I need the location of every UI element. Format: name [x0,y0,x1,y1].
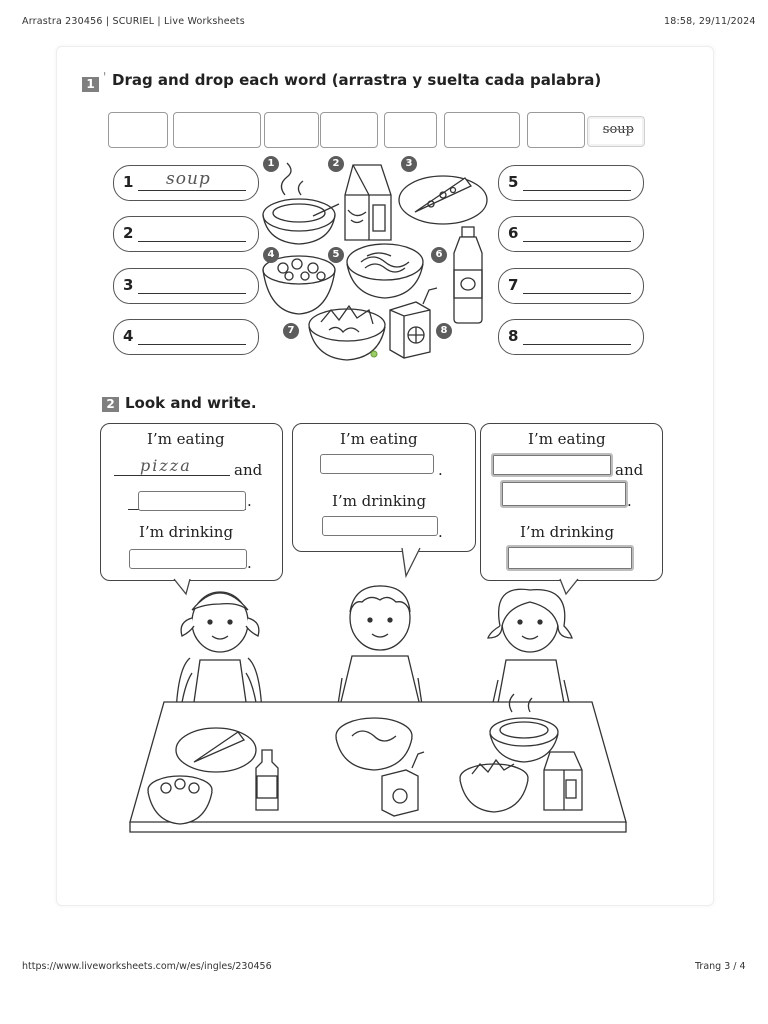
period: . [627,492,632,510]
answer-line [138,293,246,294]
timestamp: 18:58, 29/11/2024 [664,16,756,27]
answer-line [523,241,631,242]
answer-pill-2[interactable] [113,216,259,252]
badge-1: 1 [263,156,279,172]
bubble-3-food-input-1[interactable] [491,453,613,477]
bubble-2-eating-label: I’m eating [340,430,418,448]
exercise-1-tick: ' [103,70,107,84]
table-pizza-icon [176,728,256,772]
bubble-2-food-input[interactable] [320,454,434,474]
answer-line [114,475,230,476]
answer-line [138,190,246,191]
soda-bottle-icon [454,227,482,323]
boy-icon [336,586,424,718]
answer-pill-7[interactable] [498,268,644,304]
bubble-3-food-input-2[interactable] [500,480,628,508]
bubble-2-drinking-label: I’m drinking [332,492,427,510]
page-url[interactable]: https://www.liveworksheets.com/w/es/ingles/230456 [22,961,272,972]
pill-number: 7 [508,276,519,294]
table-milk-icon [544,752,582,810]
word-bank-slot[interactable] [527,112,585,148]
badge-3: 3 [401,156,417,172]
girl-1-icon [176,592,262,716]
children-table-illustration [120,560,640,840]
answer-pill-5[interactable] [498,165,644,201]
exercise-2-title: Look and write. [125,394,257,412]
pill-number: 3 [123,276,134,294]
drag-handle-dot[interactable] [371,351,377,357]
badge-5: 5 [328,247,344,263]
answer-line [523,293,631,294]
badge-6: 6 [431,247,447,263]
answer-line [523,344,631,345]
exercise-2-number: 2 [102,397,119,412]
written-answer: pizza [140,456,192,475]
period: . [438,523,443,541]
answer-pill-4[interactable] [113,319,259,355]
window-title: Arrastra 230456 | SCURIEL | Live Worksheets [22,16,245,27]
juice-box-icon [390,288,437,358]
girl-2-icon [488,589,572,716]
word-bank-slot[interactable] [264,112,319,148]
bubble-1-food-input[interactable] [138,491,246,511]
badge-2: 2 [328,156,344,172]
answer-line [138,344,246,345]
word-bank-slot[interactable] [384,112,437,148]
spaghetti-bowl-icon [347,244,423,298]
pill-number: 8 [508,327,519,345]
page-counter: Trang 3 / 4 [695,961,746,972]
badge-8: 8 [436,323,452,339]
pill-number: 5 [508,173,519,191]
answer-pill-6[interactable] [498,216,644,252]
answer-text: soup [166,169,211,189]
bubble-1-drinking-label: I’m drinking [139,523,234,541]
bubble-3-drinking-label: I’m drinking [520,523,615,541]
pill-number: 4 [123,327,134,345]
pill-number: 6 [508,224,519,242]
exercise-1-title: Drag and drop each word (arrastra y suelta cada palabra) [112,71,602,89]
word-bank-slot[interactable] [320,112,378,148]
word-bank-slot[interactable] [173,112,261,148]
and-label: and [234,461,263,479]
period: . [247,554,252,572]
word-bank-slot[interactable] [444,112,520,148]
answer-pill-8[interactable] [498,319,644,355]
period: . [438,461,443,479]
popcorn-bowl-icon [263,256,335,314]
word-soup-label: soup [602,122,634,137]
pill-number: 2 [123,224,134,242]
pill-number: 1 [123,173,134,191]
bubble-3-eating-label: I’m eating [528,430,606,448]
and-label: and [615,461,644,479]
bubble-1-eating-label: I’m eating [147,430,225,448]
badge-7: 7 [283,323,299,339]
milk-carton-icon [345,165,391,240]
exercise-1-number: 1 [82,77,99,92]
bubble-2-drink-input[interactable] [322,516,438,536]
word-bank-slot[interactable] [108,112,168,148]
answer-pill-1[interactable] [113,165,259,201]
answer-pill-3[interactable] [113,268,259,304]
pizza-slice-icon [399,176,487,224]
period: . [247,492,252,510]
answer-line [138,241,246,242]
word-bank-soup[interactable] [587,116,645,147]
badge-4: 4 [263,247,279,263]
answer-line [523,190,631,191]
soup-bowl-icon [263,163,339,244]
